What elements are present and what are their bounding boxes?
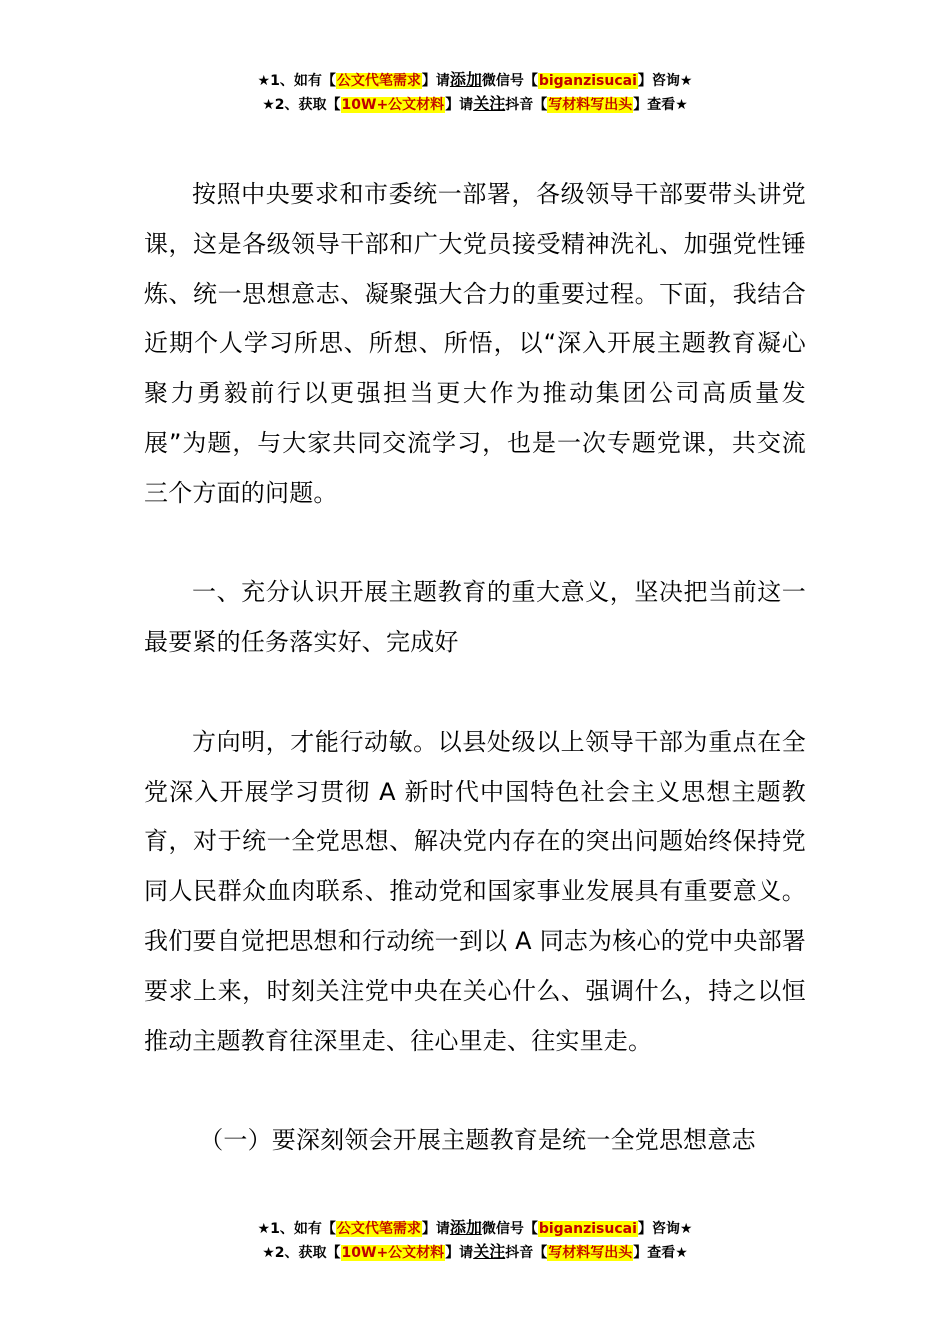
banner-highlight: biganzisucai [538,1221,637,1237]
paragraph-gap [144,668,806,718]
banner-text: 】请 [421,1221,450,1237]
banner-text: 】咨询★ [637,73,693,89]
banner-text: 】请 [445,1245,474,1261]
banner-text: 微信号【 [481,73,538,89]
banner-highlight: 10W+公文材料 [341,1245,445,1261]
banner-underlined: 添加 [449,70,482,89]
document-body [144,170,806,1166]
paragraph-gap [144,519,806,569]
banner-text: 】查看★ [633,97,688,113]
banner-highlight: 写材料写出头 [548,97,633,113]
banner-line-2 [0,1240,950,1264]
banner-text: 抖音【 [505,1245,548,1261]
banner-line-1 [0,1216,950,1240]
banner-text: 】请 [421,73,450,89]
banner-text: ★1、如有【 [257,1221,336,1237]
paragraph-gap [144,1066,806,1116]
banner-underlined: 关注 [473,94,506,113]
section-paragraph-1: 方向明，才能行动敏。以县处级以上领导干部为重点在全党深入开展学习贯彻 A 新时代中国特色社会主义思想主题教育，对于统一全党思想、解决党内存在的突出问题始终保持党同人民群众血肉联系、推动党和国家事业发展具有重要意义。我们要自觉把思想和行动统一到以 A 同志为核心的党中央部署要求上来，时刻关注党中央在关心什么、强调什么，持之以恒推动主题教育往深里走、往心里走、往实里走。 [144,727,806,1055]
banner-line-1 [0,68,950,92]
banner-highlight: 10W+公文材料 [341,97,445,113]
banner-text: 】查看★ [633,1245,688,1261]
banner-text: 】咨询★ [637,1221,693,1237]
banner-text: ★1、如有【 [257,73,336,89]
banner-highlight: biganzisucai [538,73,637,89]
banner-underlined: 关注 [473,1242,506,1261]
bottom-banner [0,1216,950,1264]
banner-text: ★2、获取【 [262,97,341,113]
banner-underlined: 添加 [449,1218,482,1237]
banner-text: 】请 [445,97,474,113]
banner-line-2 [0,92,950,116]
subsection-heading-1: （一）要深刻领会开展主题教育是统一全党思想意志 [199,1126,756,1155]
banner-highlight: 写材料写出头 [548,1245,633,1261]
intro-paragraph: 按照中央要求和市委统一部署，各级领导干部要带头讲党课，这是各级领导干部和广大党员接受精神洗礼、加强党性锤炼、统一思想意志、凝聚强大合力的重要过程。下面，我结合近期个人学习所思、所想、所悟，以“深入开展主题教育凝心聚力勇毅前行以更强担当更大作为推动集团公司高质量发展”为题，与大家共同交流学习，也是一次专题党课，共交流三个方面的问题。 [144,180,806,507]
banner-text: 微信号【 [481,1221,538,1237]
banner-highlight: 公文代笔需求 [336,73,421,89]
top-banner [0,68,950,116]
banner-text: 抖音【 [505,97,548,113]
banner-text: ★2、获取【 [262,1245,341,1261]
banner-highlight: 公文代笔需求 [336,1221,421,1237]
section-heading-1: 一、充分认识开展主题教育的重大意义，坚决把当前这一最要紧的任务落实好、完成好 [144,578,806,657]
